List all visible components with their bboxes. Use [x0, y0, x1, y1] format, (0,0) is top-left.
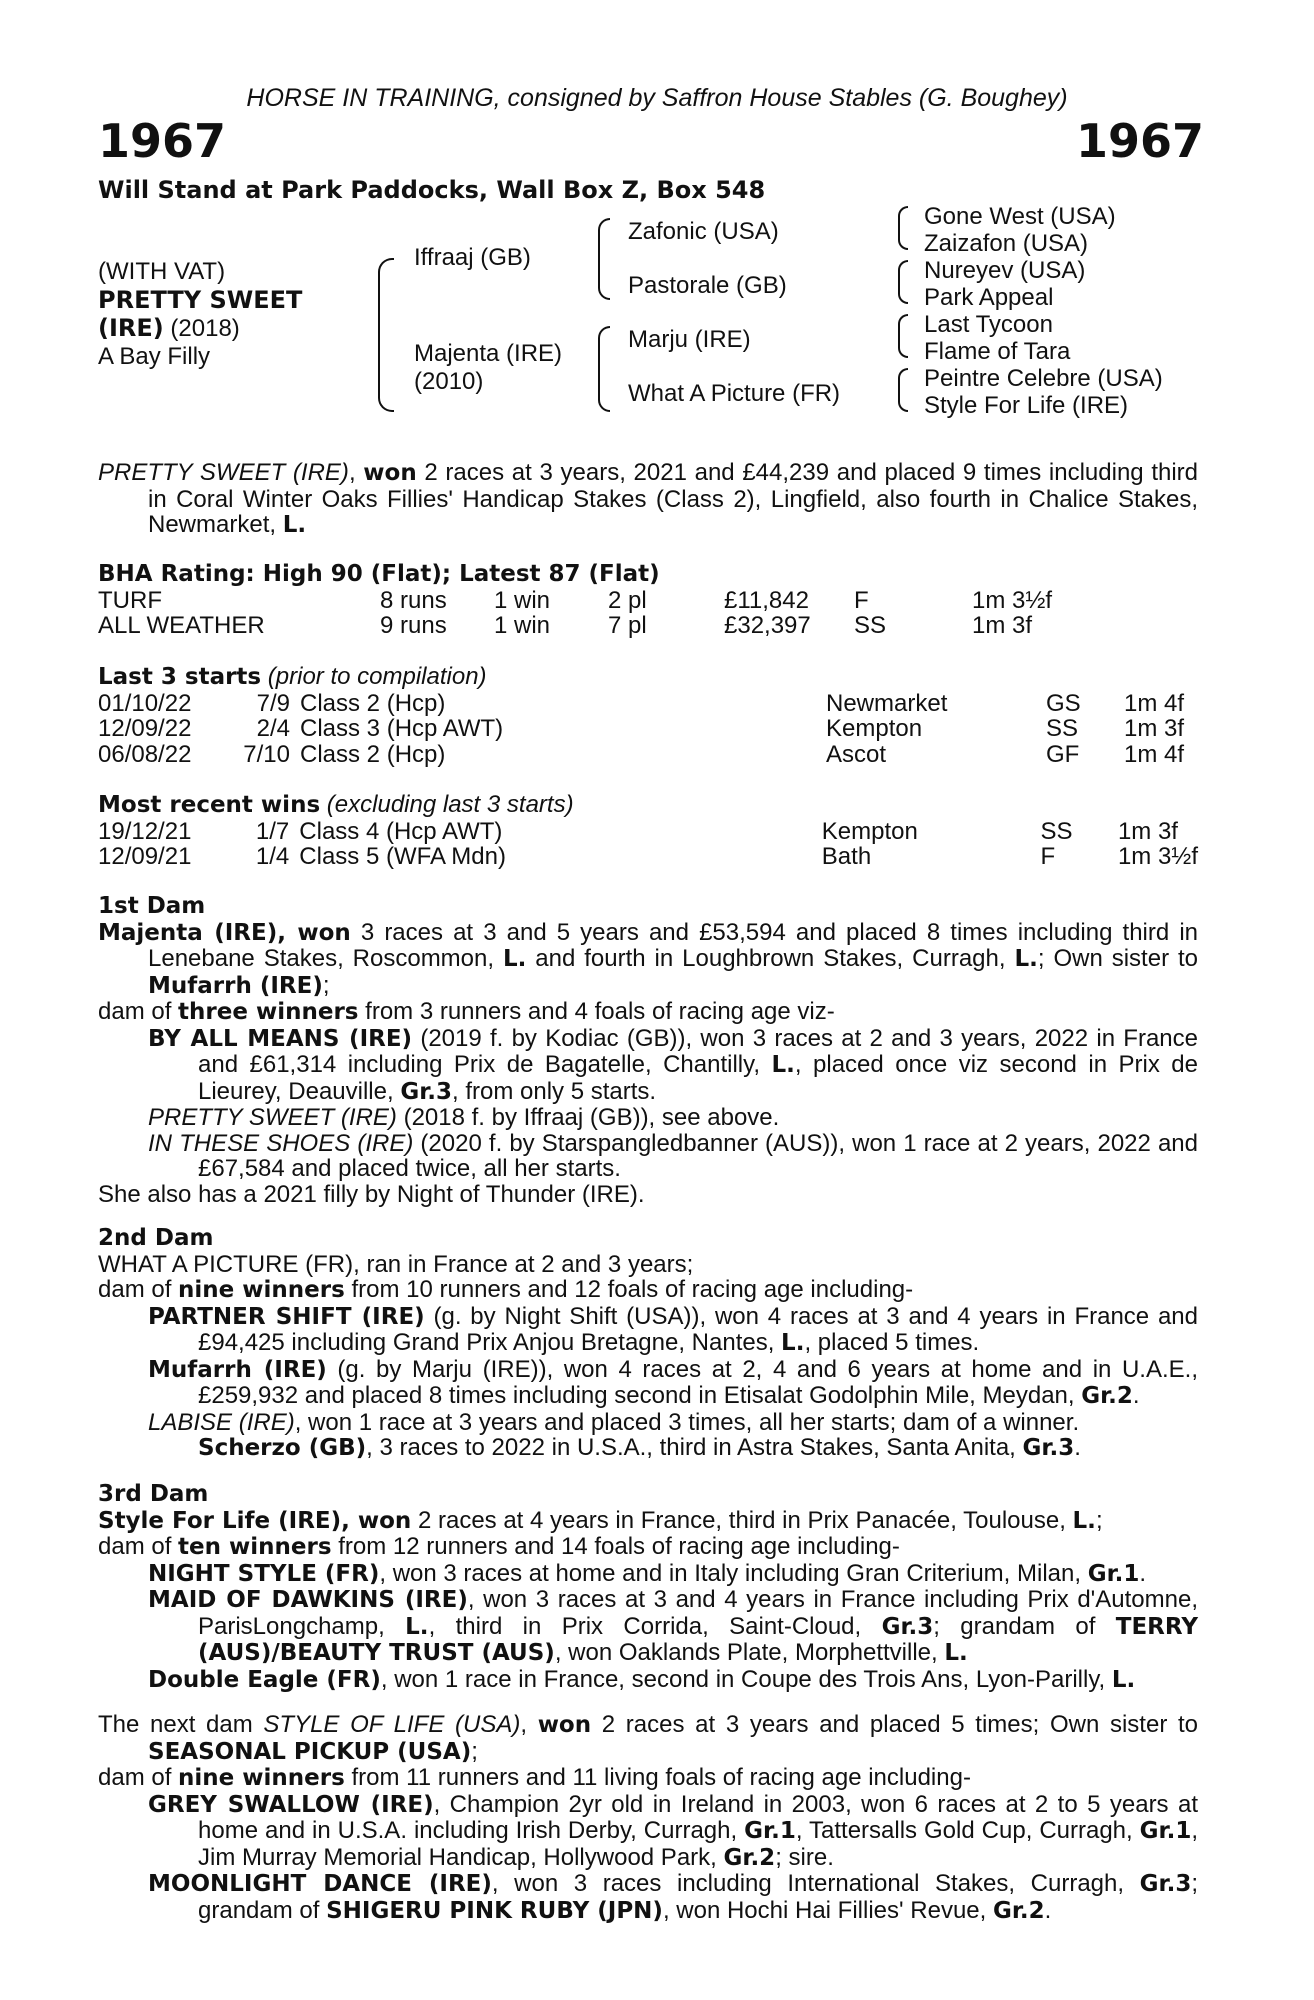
text: , won 3 races at 3 and 4 years in France including Prix d'Automne, ParisLongchamp, [198, 1586, 1198, 1640]
text: , from only 5 starts. [452, 1077, 657, 1105]
dam-name: Majenta (IRE) [414, 340, 563, 367]
grand-produce-name: TERRY (AUS)/BEAUTY TRUST (AUS) [198, 1613, 1198, 1666]
text: , [520, 1711, 538, 1738]
summary-listed: L. [282, 512, 307, 538]
listed: L. [944, 1640, 968, 1666]
produce-name: LABISE (IRE) [148, 1408, 295, 1436]
cell: 7/10 [243, 740, 290, 768]
text: , placed 5 times. [804, 1329, 980, 1356]
cell: 1m 3f [972, 612, 1033, 639]
listed: L. [1111, 1666, 1136, 1693]
cell: 1m 3f [1117, 817, 1178, 845]
produce-name: IN THESE SHOES (IRE) [148, 1129, 414, 1157]
second-dam-intro: WHAT A PICTURE (FR), ran in France at 2 and 3 years; [98, 1250, 694, 1278]
text: from 12 runners and 14 foals of racing age including- [331, 1533, 900, 1560]
granddam-1: Pastorale (GB) [628, 272, 787, 299]
rating-table [98, 588, 1052, 639]
text: . [1074, 1434, 1081, 1461]
recent-wins-section [98, 792, 1198, 870]
recent-wins-table [98, 819, 1198, 870]
text: ; sire. [775, 1843, 834, 1871]
cell: SS [854, 612, 887, 639]
brace-gg2 [898, 260, 908, 304]
first-dam-name: Majenta (IRE), won [98, 919, 351, 946]
text: (g. by Night Shift (USA)), won 4 races at 3 and 4 years in France and £94,425 including Grand Prix Anjou Bretagne, Nantes, [198, 1302, 1198, 1356]
group-grade: Gr.3 [400, 1078, 453, 1105]
grandsire-1: Zafonic (USA) [628, 218, 779, 245]
text: from 3 runners and 4 foals of racing age viz- [358, 998, 835, 1025]
text: ; grandam of [198, 1870, 1198, 1924]
rating-section [98, 562, 1198, 639]
start-row [98, 716, 1184, 742]
recent-wins-heading: Most recent wins [98, 792, 321, 818]
grandsire-2: Marju (IRE) [628, 326, 751, 353]
cell: 1m 3f [1124, 715, 1185, 742]
cell: F [854, 586, 869, 614]
brace-gg4 [898, 368, 908, 412]
produce-name: BY ALL MEANS (IRE) [148, 1025, 413, 1052]
text: dam of [98, 998, 179, 1025]
group-grade: Gr.1 [1139, 1818, 1192, 1844]
text: , 3 races to 2022 in U.S.A., third in Astra Stakes, Santa Anita, [366, 1434, 1023, 1461]
text: (g. by Marju (IRE)), won 4 races at 2, 4 and 6 years at home and in U.A.E., £259,932 and placed 8 times including second in Etisalat Godolphin Mile, Meydan, [198, 1355, 1198, 1409]
cell: 9 runs [380, 612, 447, 639]
produce-name: Double Eagle (FR) [148, 1666, 381, 1693]
text: . [1044, 1896, 1052, 1924]
winners-count: ten winners [178, 1534, 332, 1560]
brace-dam [598, 326, 610, 412]
cell: ALL WEATHER [98, 612, 265, 639]
text: (2018 f. by Iffraaj (GB)), see above. [396, 1104, 780, 1131]
cell: SS [1040, 817, 1073, 845]
cell: Class 2 (Hcp) [300, 740, 446, 768]
group-grade: Gr.3 [881, 1613, 934, 1640]
cell: 7 pl [608, 612, 647, 639]
text: ; [322, 971, 330, 999]
great-grand-2: Zaizafon (USA) [924, 230, 1089, 257]
cell: 06/08/22 [98, 740, 192, 768]
sister-name: SEASONAL PICKUP (USA) [148, 1738, 472, 1765]
text: dam of [98, 1533, 179, 1560]
rating-row [98, 588, 1052, 614]
sister-name: Mufarrh (IRE) [148, 972, 323, 999]
cell: 19/12/21 [98, 817, 192, 845]
cell: Class 4 (Hcp AWT) [299, 817, 503, 845]
summary-text: 2 races at 3 years, 2021 and £44,239 and placed 9 times including third in Coral Winter Oaks Fillies' Handicap Stakes (Class 2), Lingfield, also fourth in Chalice Stakes, Newmarket, [148, 459, 1199, 538]
first-dam-section [98, 894, 1198, 1207]
text: ; [1095, 1506, 1103, 1534]
winners-count: nine winners [178, 1277, 345, 1303]
cell: 1m 3½f [1117, 843, 1198, 870]
third-dam-name: Style For Life (IRE), won [98, 1507, 412, 1534]
text: . [1132, 1382, 1140, 1409]
horse-suffix: (IRE) [98, 314, 164, 342]
horse-description: A Bay Filly [98, 343, 211, 370]
text: 2 races at 4 years in France, third in Prix Panacée, Toulouse, [411, 1506, 1073, 1534]
produce-name: MOONLIGHT DANCE (IRE) [148, 1871, 492, 1897]
rating-heading: BHA Rating: High 90 (Flat); Latest 87 (Flat) [98, 561, 660, 587]
cell: Bath [821, 843, 872, 870]
text: , won 1 race in France, second in Coupe des Trois Ans, Lyon-Parilly, [380, 1665, 1112, 1693]
last-starts-heading: Last 3 starts [98, 664, 262, 690]
produce-name: MAID OF DAWKINS (IRE) [148, 1587, 468, 1613]
text: , won Hochi Hai Fillies' Revue, [662, 1896, 993, 1924]
great-grand-1: Gone West (USA) [924, 203, 1116, 230]
text: , third in Prix Corrida, Saint-Cloud, [428, 1612, 882, 1640]
text: , won 3 races at home and in Italy including Gran Criterium, Milan, [379, 1559, 1088, 1587]
cell: Kempton [826, 715, 923, 742]
cell: 1/4 [255, 843, 290, 870]
produce-name: PARTNER SHIFT (IRE) [148, 1303, 425, 1330]
cell: 1/7 [255, 817, 290, 845]
great-grand-5: Last Tycoon [924, 311, 1053, 338]
start-row [98, 742, 1184, 768]
consignment-line: HORSE IN TRAINING, consigned by Saffron House Stables (G. Boughey) [246, 84, 1068, 112]
text: , won 3 races including International Stakes, Curragh, [491, 1870, 1140, 1897]
text: , placed once viz second in Prix de Lieurey, Deauville, [198, 1051, 1199, 1105]
cell: F [1040, 843, 1056, 870]
horse-identity [98, 258, 302, 371]
last-starts-note: (prior to compilation) [261, 663, 487, 690]
cell: 2/4 [256, 715, 290, 742]
group-grade: Gr.2 [723, 1844, 776, 1871]
text: , Jim Murray Memorial Handicap, Hollywood Park, [198, 1817, 1199, 1871]
lot-number-left: 1967 [98, 114, 227, 168]
text: 2 races at 3 years and placed 5 times; Own sister to [591, 1711, 1198, 1738]
brace-gg1 [898, 206, 908, 250]
brace-gg3 [898, 314, 908, 358]
recent-wins-note: (excluding last 3 starts) [320, 791, 574, 818]
text: , won Oaklands Plate, Morphettville, [554, 1639, 945, 1666]
cell: Ascot [826, 740, 887, 768]
next-dam-name: STYLE OF LIFE (USA) [263, 1711, 521, 1738]
cell: Class 5 (WFA Mdn) [299, 843, 506, 870]
third-dam-heading: 3rd Dam [98, 1481, 209, 1507]
rating-row [98, 613, 1052, 639]
cell: 01/10/22 [98, 689, 192, 717]
vat-label: (WITH VAT) [98, 258, 226, 285]
granddam-2: What A Picture (FR) [628, 380, 841, 407]
great-grand-7: Peintre Celebre (USA) [924, 365, 1163, 392]
cell: 1 win [494, 612, 551, 639]
cell: 12/09/22 [98, 715, 192, 742]
cell: Class 3 (Hcp AWT) [300, 715, 504, 742]
next-dam-section [98, 1712, 1198, 1924]
cell: SS [1046, 715, 1079, 742]
text: ; [471, 1737, 478, 1765]
won: won [537, 1712, 592, 1738]
listed: L. [405, 1613, 429, 1640]
great-grand-3: Nureyev (USA) [924, 257, 1086, 284]
text: (2020 f. by Starspangledbanner (AUS)), won 1 race at 2 years, 2022 and £67,584 and placed twice, all her starts. [198, 1129, 1198, 1182]
start-row [98, 691, 1184, 717]
listed: L. [1072, 1507, 1096, 1534]
first-dam-heading: 1st Dam [98, 893, 206, 919]
cell: Class 2 (Hcp) [300, 689, 446, 717]
horse-year: (2018) [170, 315, 240, 342]
race-summary: PRETTY SWEET (IRE), won 2 races at 3 years, 2021 and £44,239 and placed 9 times including third in Coral Winter Oaks Fillies' Handicap Stakes (Class 2), Lingfield, also fourth in Chalice Stakes, Newmarket, L. [98, 459, 1199, 538]
second-dam-heading: 2nd Dam [98, 1225, 214, 1251]
produce-name: GREY SWALLOW (IRE) [148, 1791, 434, 1818]
sire-name: Iffraaj (GB) [414, 244, 531, 271]
brace-main [378, 258, 394, 412]
cell: 1 win [494, 586, 551, 614]
third-dam-section [98, 1482, 1198, 1693]
text: and fourth in Loughbrown Stakes, Curragh, [526, 945, 1015, 972]
text: The next dam [98, 1711, 264, 1738]
text: , won 1 race at 3 years and placed 3 times, all her starts; dam of a winner. [294, 1408, 1080, 1436]
grand-produce-name: SHIGERU PINK RUBY (JPN) [326, 1897, 663, 1924]
dam-year: (2010) [414, 368, 484, 395]
summary-won: won [363, 460, 417, 486]
listed: L. [781, 1330, 805, 1356]
stand-location: Will Stand at Park Paddocks, Wall Box Z, Box 548 [98, 176, 766, 204]
text: . [1139, 1559, 1147, 1587]
great-grand-4: Park Appeal [924, 284, 1054, 311]
text: ; grandam of [933, 1612, 1116, 1640]
second-dam-section [98, 1226, 1198, 1462]
win-row [98, 819, 1198, 845]
last-starts-table [98, 691, 1184, 768]
cell: TURF [98, 586, 162, 614]
text: 3 races at 3 and 5 years and £53,594 and placed 8 times including third in Lenebane Stakes, Roscommon, [148, 918, 1198, 972]
summary-horse-name: PRETTY SWEET (IRE) [98, 459, 349, 486]
winners-count: three winners [178, 999, 359, 1025]
cell: 1m 4f [1124, 740, 1185, 768]
brace-sire [598, 218, 610, 300]
cell: £32,397 [724, 612, 811, 639]
cell: GF [1046, 740, 1080, 768]
cell: £11,842 [724, 586, 809, 614]
winners-count: nine winners [178, 1765, 345, 1791]
produce-name: Scherzo (GB) [198, 1435, 367, 1461]
group-grade: Gr.3 [1139, 1871, 1192, 1897]
produce-name: PRETTY SWEET (IRE) [148, 1104, 397, 1131]
text: from 11 runners and 11 living foals of racing age including- [344, 1764, 971, 1791]
great-grand-6: Flame of Tara [924, 338, 1071, 365]
cell: 8 runs [380, 586, 447, 614]
cell: 7/9 [256, 689, 290, 717]
cell: Kempton [821, 817, 918, 845]
cell: 1m 4f [1124, 689, 1185, 717]
text: dam of [98, 1764, 179, 1791]
text: dam of [98, 1276, 179, 1303]
text: ; Own sister to [1037, 945, 1198, 972]
great-grand-8: Style For Life (IRE) [924, 392, 1129, 419]
text: , Champion 2yr old in Ireland in 2003, won 6 races at 2 to 5 years at home and in U.S.A. including Irish Derby, Curragh, [198, 1790, 1198, 1844]
listed: L. [1014, 946, 1038, 972]
cell: GS [1046, 689, 1081, 717]
cell: 1m 3½f [972, 586, 1053, 614]
group-grade: Gr.3 [1022, 1435, 1075, 1461]
also-note: She also has a 2021 filly by Night of Thunder (IRE). [98, 1180, 645, 1208]
cell: 2 pl [608, 586, 647, 614]
group-grade: Gr.2 [1081, 1383, 1133, 1409]
text: from 10 runners and 12 foals of racing age including- [344, 1276, 914, 1303]
win-row [98, 844, 1198, 870]
group-grade: Gr.1 [1087, 1560, 1140, 1587]
listed: L. [502, 946, 527, 972]
text: , Tattersalls Gold Cup, Curragh, [795, 1817, 1140, 1844]
group-grade: Gr.2 [992, 1897, 1045, 1924]
group-grade: Gr.1 [744, 1818, 796, 1844]
cell: 12/09/21 [98, 843, 192, 870]
lot-number-right: 1967 [1075, 114, 1204, 168]
last-starts-section [98, 664, 1198, 767]
listed: L. [771, 1052, 795, 1078]
produce-name: NIGHT STYLE (FR) [148, 1560, 380, 1587]
text: (2019 f. by Kodiac (GB)), won 3 races at 2 and 3 years, 2022 in France and £61,314 including Prix de Bagatelle, Chantilly, [198, 1024, 1198, 1078]
produce-name: Mufarrh (IRE) [148, 1356, 327, 1383]
cell: Newmarket [826, 689, 948, 717]
horse-name: PRETTY SWEET [98, 286, 303, 314]
